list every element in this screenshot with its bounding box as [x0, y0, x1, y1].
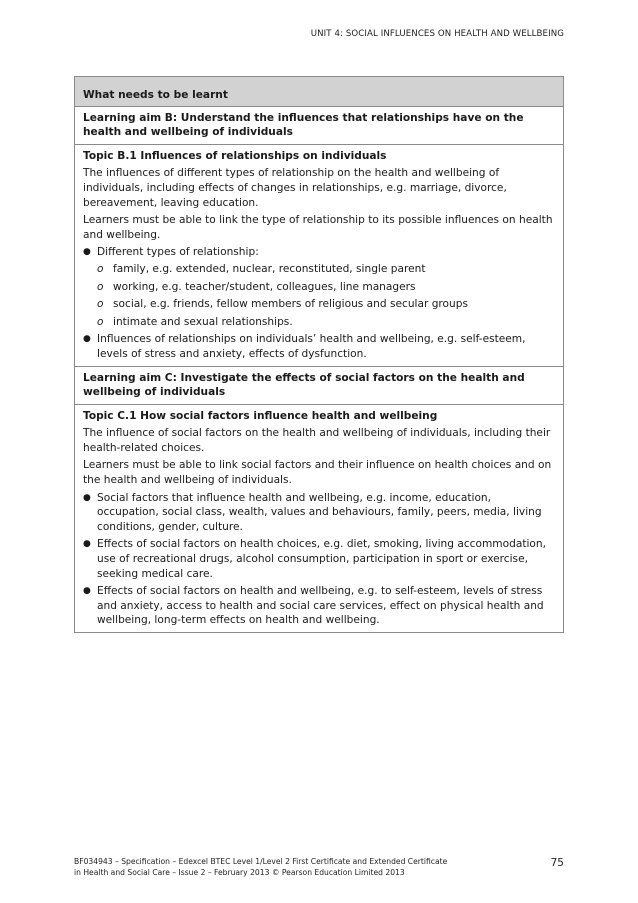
- learning-aim-b-row: [75, 106, 563, 144]
- topic-c1-bullet-list: [83, 491, 555, 628]
- content-table: [74, 76, 564, 633]
- table-header-row: [75, 77, 563, 106]
- topic-b1-paragraph-2: Learners must be able to link the type of relationship to its possible influences on health and wellbeing.: [83, 214, 553, 241]
- bullet-icon: ●: [83, 539, 91, 550]
- sub-bullet-text: family, e.g. extended, nuclear, reconstituted, single parent: [113, 262, 426, 275]
- list-item: [83, 584, 555, 628]
- bullet-text: Influences of relationships on individuals’ health and wellbeing, e.g. self-esteem, levels of stress and anxiety, effects of dysfunction.: [97, 333, 526, 360]
- bullet-text: Effects of social factors on health and wellbeing, e.g. to self-esteem, levels of stress and anxiety, access to health and social care services, effect on physical health and wellbeing, long-term effects on health and wellbeing.: [97, 585, 544, 627]
- footer-text: [74, 857, 494, 878]
- list-item: [83, 245, 555, 329]
- bullet-icon: ●: [83, 586, 91, 597]
- topic-b1-paragraph-1: The influences of different types of relationship on the health and wellbeing of individuals, including effects of changes in relationships, e.g. marriage, divorce, bereavement, leaving education.: [83, 167, 507, 209]
- table-header: What needs to be learnt: [83, 89, 228, 101]
- sub-bullet-icon: o: [97, 315, 104, 328]
- learning-aim-c-row: [75, 366, 563, 404]
- topic-c1-row: [75, 404, 563, 632]
- page-footer: [74, 857, 564, 878]
- bullet-text: Effects of social factors on health choices, e.g. diet, smoking, living accommodation, use of recreational drugs, alcohol consumption, participation in sport or exercise, seeking medical care.: [97, 538, 546, 580]
- page-number: 75: [550, 857, 564, 869]
- list-item: [97, 315, 555, 330]
- bullet-icon: ●: [83, 334, 91, 345]
- learning-aim-b-title: Learning aim B: Understand the influences that relationships have on the health and wellbeing of individuals: [83, 111, 524, 139]
- sub-bullet-icon: o: [97, 280, 104, 293]
- bullet-text: Social factors that influence health and wellbeing, e.g. income, education, occupation, social class, wealth, values and behaviours, family, peers, media, living conditions, gender, culture.: [97, 491, 542, 533]
- sub-bullet-text: social, e.g. friends, fellow members of religious and secular groups: [113, 298, 468, 311]
- bullet-icon: ●: [83, 247, 91, 258]
- footer-line-2: in Health and Social Care – Issue 2 – February 2013 © Pearson Education Limited 2013: [74, 867, 405, 877]
- sub-bullet-text: intimate and sexual relationships.: [113, 315, 293, 328]
- sub-bullet-text: working, e.g. teacher/student, colleagues, line managers: [113, 280, 416, 293]
- list-item: [97, 297, 555, 312]
- topic-b1-title: Topic B.1 Influences of relationships on individuals: [83, 149, 387, 162]
- learning-aim-c-title: Learning aim C: Investigate the effects of social factors on the health and wellbeing of individuals: [83, 371, 525, 399]
- topic-c1-paragraph-2: Learners must be able to link social factors and their influence on health choices and on the health and wellbeing of individuals.: [83, 459, 552, 487]
- topic-c1-title: Topic C.1 How social factors influence health and wellbeing: [83, 409, 438, 422]
- topic-b1-row: [75, 144, 563, 366]
- list-item: [97, 280, 555, 295]
- list-item: [83, 537, 555, 581]
- bullet-text: Different types of relationship:: [97, 246, 259, 259]
- sub-bullet-icon: o: [97, 262, 104, 275]
- topic-c1-paragraph-1: The influence of social factors on the health and wellbeing of individuals, including their health-related choices.: [83, 427, 551, 454]
- footer-line-1: BF034943 – Specification – Edexcel BTEC Level 1/Level 2 First Certificate and Extended Certificate: [74, 857, 448, 866]
- relationship-types-list: [97, 262, 555, 329]
- running-header: UNIT 4: SOCIAL INFLUENCES ON HEALTH AND WELLBEING: [310, 29, 564, 39]
- bullet-icon: ●: [83, 492, 91, 503]
- topic-b1-bullet-list: [83, 245, 555, 361]
- sub-bullet-icon: o: [97, 298, 104, 311]
- list-item: [83, 332, 555, 361]
- list-item: [97, 262, 555, 277]
- list-item: [83, 491, 555, 535]
